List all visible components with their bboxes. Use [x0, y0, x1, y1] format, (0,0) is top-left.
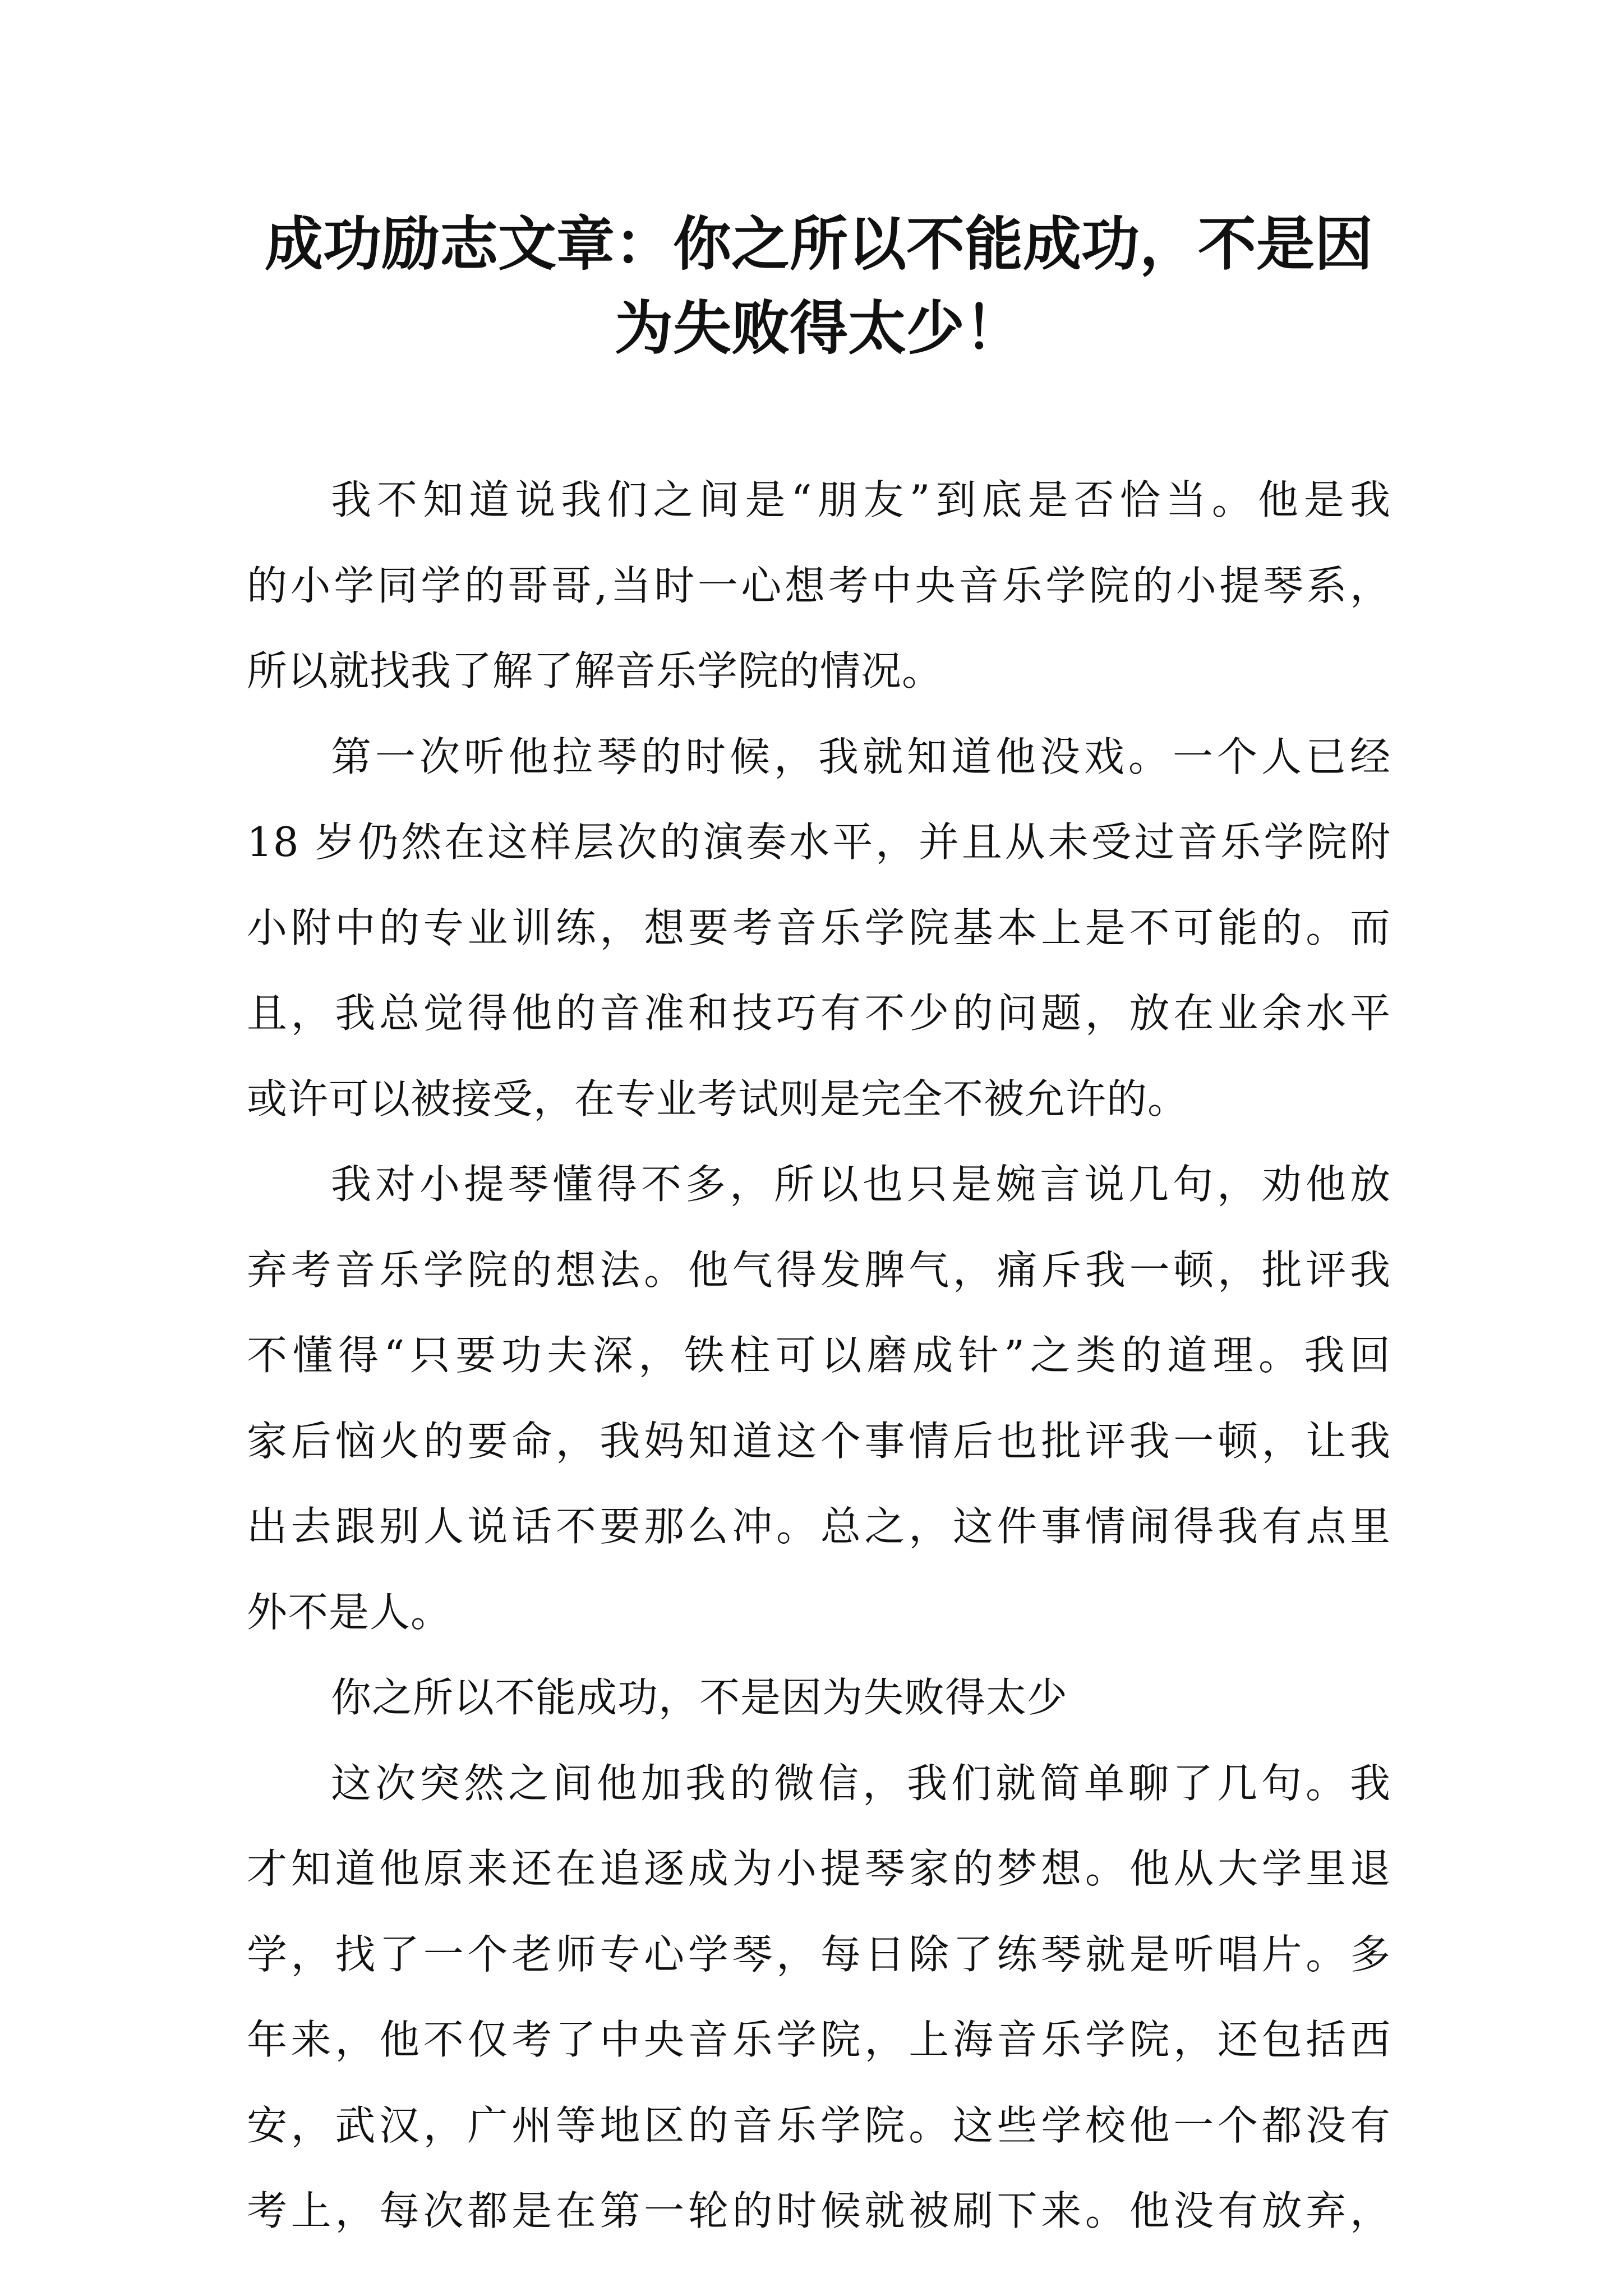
paragraph-line: 或许可以被接受，在专业考试则是完全不被允许的。 — [247, 1075, 1189, 1122]
paragraph-line: 所以就找我了解了解音乐学院的情况。 — [247, 647, 943, 694]
paragraph-line: 年来，他不仅考了中央音乐学院，上海音乐学院，还包括西 — [247, 2016, 1391, 2063]
paragraph-line: 我不知道说我们之间是“朋友”到底是否恰当。他是我 — [331, 476, 1391, 523]
paragraph-line: 且，我总觉得他的音准和技巧有不少的问题，放在业余水平 — [247, 990, 1391, 1037]
title-line: 为失败得太少！ — [614, 293, 1023, 362]
paragraph-line: 才知道他原来还在追逐成为小提琴家的梦想。他从大学里退 — [247, 1845, 1391, 1892]
paragraph-line: 家后恼火的要命，我妈知道这个事情后也批评我一顿，让我 — [247, 1417, 1391, 1465]
paragraph-line: 考上，每次都是在第一轮的时候就被刷下来。他没有放弃， — [247, 2187, 1391, 2234]
paragraph-line: 这次突然之间他加我的微信，我们就简单聊了几句。我 — [331, 1759, 1391, 1807]
paragraph-line: 的小学同学的哥哥,当时一心想考中央音乐学院的小提琴系， — [247, 562, 1391, 609]
title-line: 成功励志文章：你之所以不能成功，不是因 — [264, 209, 1373, 278]
paragraph-line: 小附中的专业训练，想要考音乐学院基本上是不可能的。而 — [247, 904, 1391, 951]
paragraph-line: 外不是人。 — [247, 1588, 452, 1636]
paragraph-line: 学，找了一个老师专心学琴，每日除了练琴就是听唱片。多 — [247, 1930, 1391, 1978]
section-heading-line: 你之所以不能成功，不是因为失败得太少 — [331, 1674, 1068, 1721]
article-title — [247, 202, 1391, 370]
paragraph-line: 第一次听他拉琴的时候，我就知道他没戏。一个人已经 — [331, 733, 1391, 780]
paragraph-line: 不懂得“只要功夫深，铁柱可以磨成针”之类的道理。我回 — [247, 1332, 1391, 1379]
paragraph-line: 我对小提琴懂得不多，所以也只是婉言说几句，劝他放 — [331, 1161, 1391, 1208]
paragraph-line: 弃考音乐学院的想法。他气得发脾气，痛斥我一顿，批评我 — [247, 1246, 1391, 1294]
paragraph-line: 安，武汉，广州等地区的音乐学院。这些学校他一个都没有 — [247, 2101, 1391, 2149]
paragraph-line: 18 岁仍然在这样层次的演奏水平，并且从未受过音乐学院附 — [247, 818, 1391, 866]
article-body — [247, 457, 1391, 2254]
paragraph-line: 出去跟别人说话不要那么冲。总之，这件事情闹得我有点里 — [247, 1503, 1391, 1550]
